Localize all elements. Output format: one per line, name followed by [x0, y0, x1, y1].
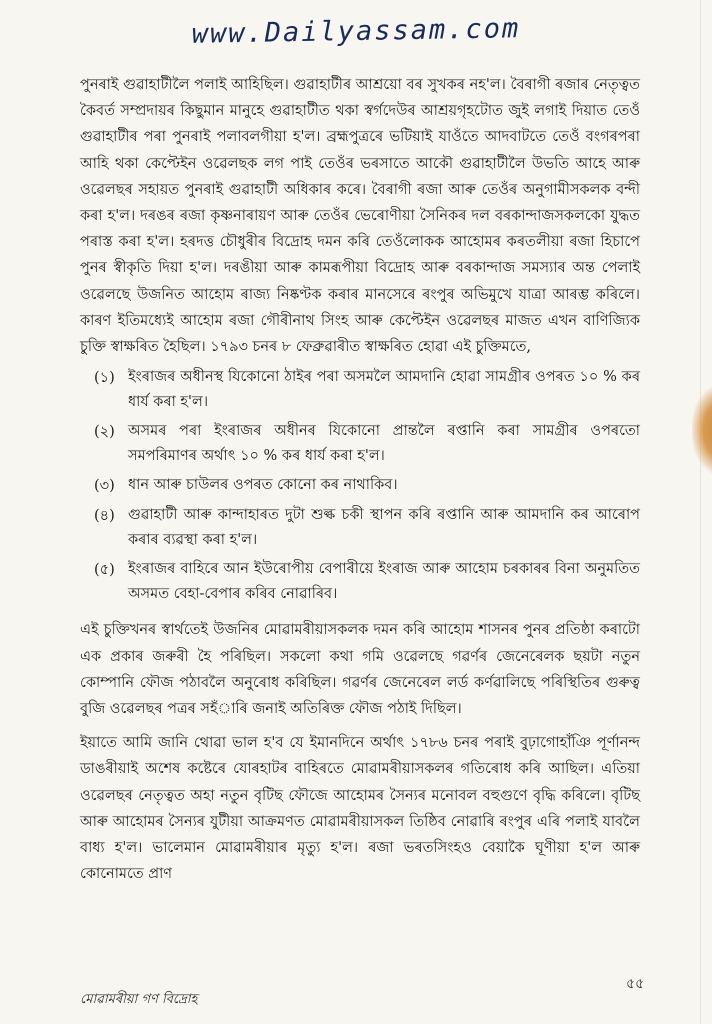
list-item-number: (৫) [94, 562, 115, 579]
footer-chapter-title: মোৱামৰীয়া গণ বিদ্ৰোহ [80, 992, 198, 1007]
paragraph-3: ইয়াতে আমি জানি থোৱা ভাল হ'ব যে ইমানদিনে অৰ্থাৎ ১৭৮৬ চনৰ পৰাই বুঢ়াগোহাঁঞি পূৰ্ণানন্দ ডাঙৰীয়াই অশেষ কষ্টেৰে যোৰহাটৰ বাহিৰতে মোৱামৰীয়াসকলৰ গতিৰোধ কৰি আছিল। এতিয়া ওৱেলছৰ নেতৃত্বত অহা নতুন বৃটিছ ফৌজে আহোমৰ সৈন্যৰ মনোবল বহুগুণে বৃদ্ধি কৰিলে। বৃটিছ আৰু আহোমৰ সৈন্যৰ যুটীয়া আক্ৰমণত মোৱামৰীয়াসকল তিষ্ঠিব নোৱাৰি ৰংপুৰ এৰি পলাই যাবলৈ বাধ্য হ'ল। ভালেমান মোৱামৰীয়াৰ মৃত্যু হ'ল। ৰজা ভৰতসিংহও বেয়াকৈ ঘূণীয়া হ'ল আৰু কোনোমতে প্ৰাণ [80, 735, 640, 883]
page-fold-line [700, 0, 701, 1024]
finger-shadow [692, 385, 712, 475]
list-item-number: (৪) [94, 508, 115, 525]
list-item-text: ধান আৰু চাউলৰ ওপৰত কোনো কৰ নাথাকিব। [128, 477, 398, 494]
list-item [80, 419, 640, 469]
list-item [80, 503, 640, 553]
page-body [80, 72, 640, 887]
list-item-number: (৩) [94, 478, 115, 495]
list-item-text: ইংৰাজৰ বাহিৰে আন ইউৰোপীয় বেপাৰীয়ে ইংৰাজ আৰু আহোম চৰকাৰৰ বিনা অনুমতিত অসমত বেহা-বেপাৰ কৰিব নোৱাৰিব। [128, 561, 640, 603]
list-item-text: গুৱাহাটী আৰু কান্দাহাৰত দুটা শুল্ক চকী স্থাপন কৰি ৰপ্তানি আৰু আমদানি কৰ আৰোপ কৰাৰ ব্যৱস্থা কৰা হ'ল। [128, 507, 640, 549]
page-number: ৫৫ [626, 976, 645, 992]
paragraph-2: এই চুক্তিখনৰ স্বাৰ্থতেই উজনিৰ মোৱামৰীয়াসকলক দমন কৰি আহোম শাসনৰ পুনৰ প্ৰতিষ্ঠা কৰাটো এক প্ৰকাৰ জৰুৰী হৈ পৰিছিল। সকলো কথা গমি ওৱেলছে গৱৰ্ণৰ জেনেৰেলক ছয়টা নতুন কোম্পানি ফৌজ পঠাবলৈ অনুৰোধ কৰিছিল। গৱৰ্ণৰ জেনেৰেল লৰ্ড কৰ্ণৱালিছে পৰিস্থিতিৰ গুৰুত্ব বুজি ওৱেলছৰ পত্ৰৰ সহঁাৰি জনাই অতিৰিক্ত ফৌজ পঠাই দিছিল। [80, 622, 640, 718]
list-item [80, 557, 640, 607]
list-item-number: (১) [94, 370, 115, 387]
watermark-text: www.Dailyassam.com [191, 13, 521, 50]
treaty-clause-list [80, 365, 640, 607]
list-item [80, 473, 640, 499]
paragraph-1: পুনৰাই গুৱাহাটীলৈ পলাই আহিছিল। গুৱাহাটীৰ আশ্ৰয়ো বৰ সুখকৰ নহ'ল। বৈৰাগী ৰজাৰ নেতৃত্বত কৈবৰ্ত সম্প্ৰদায়ৰ কিছুমান মানুহে গুৱাহাটীত থকা স্বৰ্গদেউৰ আশ্ৰয়গৃহটোত জুই লগাই দিয়াত তেওঁ গুৱাহাটীৰ পৰা পুনৰাই পলাবলগীয়া হ'ল। ব্ৰহ্মপুত্ৰৰে ভটিয়াই যাওঁতে আদবাটতে তেওঁ বংগৰপৰা আহি থকা কেপ্টেইন ওৱেলছক লগ পাই তেওঁৰ ভৰসাতে আকৌ গুৱাহাটীলৈ উভতি আহে আৰু ওৱেলছৰ সহায়ত পুনৰাই গুৱাহাটী অধিকাৰ কৰে। বৈৰাগী ৰজা আৰু তেওঁৰ অনুগামীসকলক বন্দী কৰা হ'ল। দৰঙৰ ৰজা কৃষ্ণনাৰায়ণ আৰু তেওঁৰ ভেৰোণীয়া সৈনিকৰ দল বৰকান্দাজসকলকো যুদ্ধত পৰাস্ত কৰা হ'ল। হৰদত্ত চৌধুৰীৰ বিদ্ৰোহ দমন কৰি তেওঁলোকক আহোমৰ কৰতলীয়া ৰজা হিচাপে পুনৰ স্বীকৃতি দিয়া হ'ল। দৰঙীয়া আৰু কামৰূপীয়া বিদ্ৰোহ আৰু বৰকান্দাজ সমস্যাৰ অন্ত পেলাই ওৱেলছে উজনিত আহোম ৰাজ্য নিষ্কণ্টক কৰাৰ মানসেৰে ৰংপুৰ অভিমুখে যাত্ৰা আৰম্ভ কৰিলে। কাৰণ ইতিমধ্যেই আহোম ৰজা গৌৰীনাথ সিংহ আৰু কেপ্টেইন ওৱেলছৰ মাজত এখন বাণিজ্যিক চুক্তি স্বাক্ষৰিত হৈছিল। ১৭৯৩ চনৰ ৮ ফেব্ৰুৱাৰীত স্বাক্ষৰিত হোৱা এই চুক্তিমতে, [80, 77, 640, 356]
list-item-text: ইংৰাজৰ অধীনস্থ যিকোনো ঠাইৰ পৰা অসমলৈ আমদানি হোৱা সামগ্ৰীৰ ওপৰত ১০ % কৰ ধাৰ্য কৰা হ'ল। [128, 369, 640, 411]
list-item-number: (২) [94, 424, 115, 441]
list-item-text: অসমৰ পৰা ইংৰাজৰ অধীনৰ যিকোনো প্ৰান্তলৈ ৰপ্তানি কৰা সামগ্ৰীৰ ওপৰতো সমপৰিমাণৰ অৰ্থাৎ ১০ % কৰ ধাৰ্য কৰা হ'ল। [128, 423, 640, 465]
list-item [80, 365, 640, 415]
